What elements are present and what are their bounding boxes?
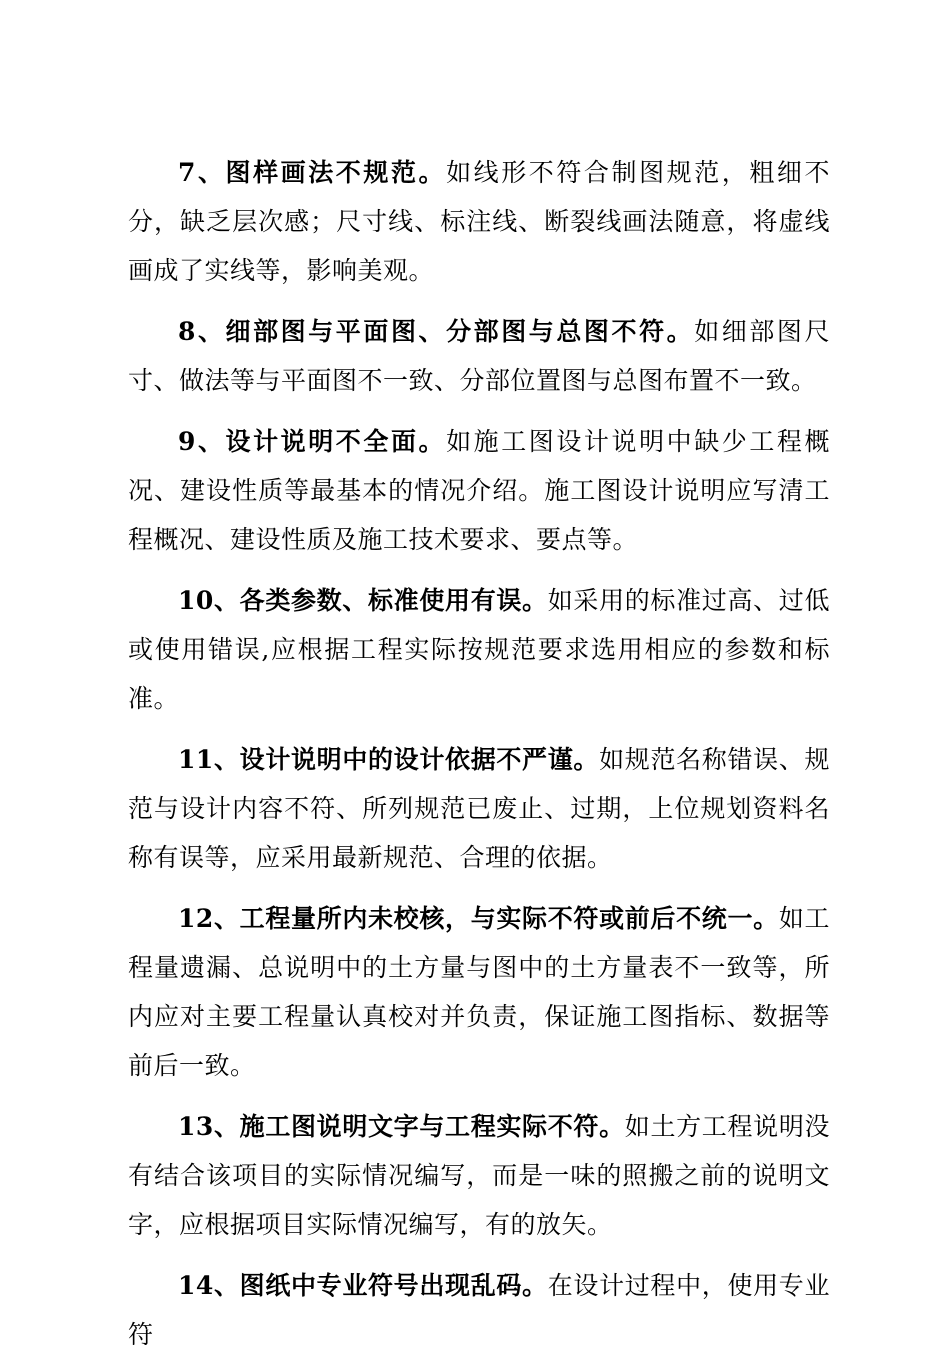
paragraph-item-9 [128, 417, 830, 564]
item-10-body: 如采用的标准过高、过低或使用错误,应根据工程实际按规范要求选用相应的参数和标准。 [128, 586, 830, 713]
item-8-body: 如细部图尺寸、做法等与平面图不一致、分部位置图与总图布置不一致。 [128, 317, 830, 395]
paragraph-item-12 [128, 894, 830, 1090]
document-page [128, 148, 830, 1371]
item-12-heading: 12、工程量所内未校核，与实际不符或前后不统一。 [178, 904, 779, 933]
item-12-body: 如工程量遗漏、总说明中的土方量与图中的土方量表不一致等，所内应对主要工程量认真校对并负责，保证施工图指标、数据等前后一致。 [128, 904, 830, 1080]
item-7-heading: 7、图样画法不规范。 [178, 158, 447, 187]
item-13-heading: 13、施工图说明文字与工程实际不符。 [178, 1112, 625, 1141]
paragraph-item-11 [128, 735, 830, 882]
paragraph-item-14 [128, 1261, 830, 1359]
paragraph-item-7 [128, 148, 830, 295]
item-11-heading: 11、设计说明中的设计依据不严谨。 [178, 745, 600, 774]
item-13-body: 如土方工程说明没有结合该项目的实际情况编写，而是一味的照搬之前的说明文字，应根据项目实际情况编写，有的放矢。 [128, 1112, 830, 1239]
item-14-body: 在设计过程中，使用专业符 [128, 1271, 830, 1349]
item-9-body: 如施工图设计说明中缺少工程概况、建设性质等最基本的情况介绍。施工图设计说明应写清工程概况、建设性质及施工技术要求、要点等。 [128, 427, 830, 554]
item-14-heading: 14、图纸中专业符号出现乱码。 [178, 1271, 548, 1300]
paragraph-item-10 [128, 576, 830, 723]
item-7-body: 如线形不符合制图规范，粗细不分，缺乏层次感；尺寸线、标注线、断裂线画法随意，将虚线画成了实线等，影响美观。 [128, 158, 830, 285]
item-11-body: 如规范名称错误、规范与设计内容不符、所列规范已废止、过期，上位规划资料名称有误等，应采用最新规范、合理的依据。 [128, 745, 830, 872]
item-8-heading: 8、细部图与平面图、分部图与总图不符。 [178, 317, 695, 346]
item-9-heading: 9、设计说明不全面。 [178, 427, 447, 456]
paragraph-item-13 [128, 1102, 830, 1249]
item-10-heading: 10、各类参数、标准使用有误。 [178, 586, 548, 615]
paragraph-item-8 [128, 307, 830, 405]
